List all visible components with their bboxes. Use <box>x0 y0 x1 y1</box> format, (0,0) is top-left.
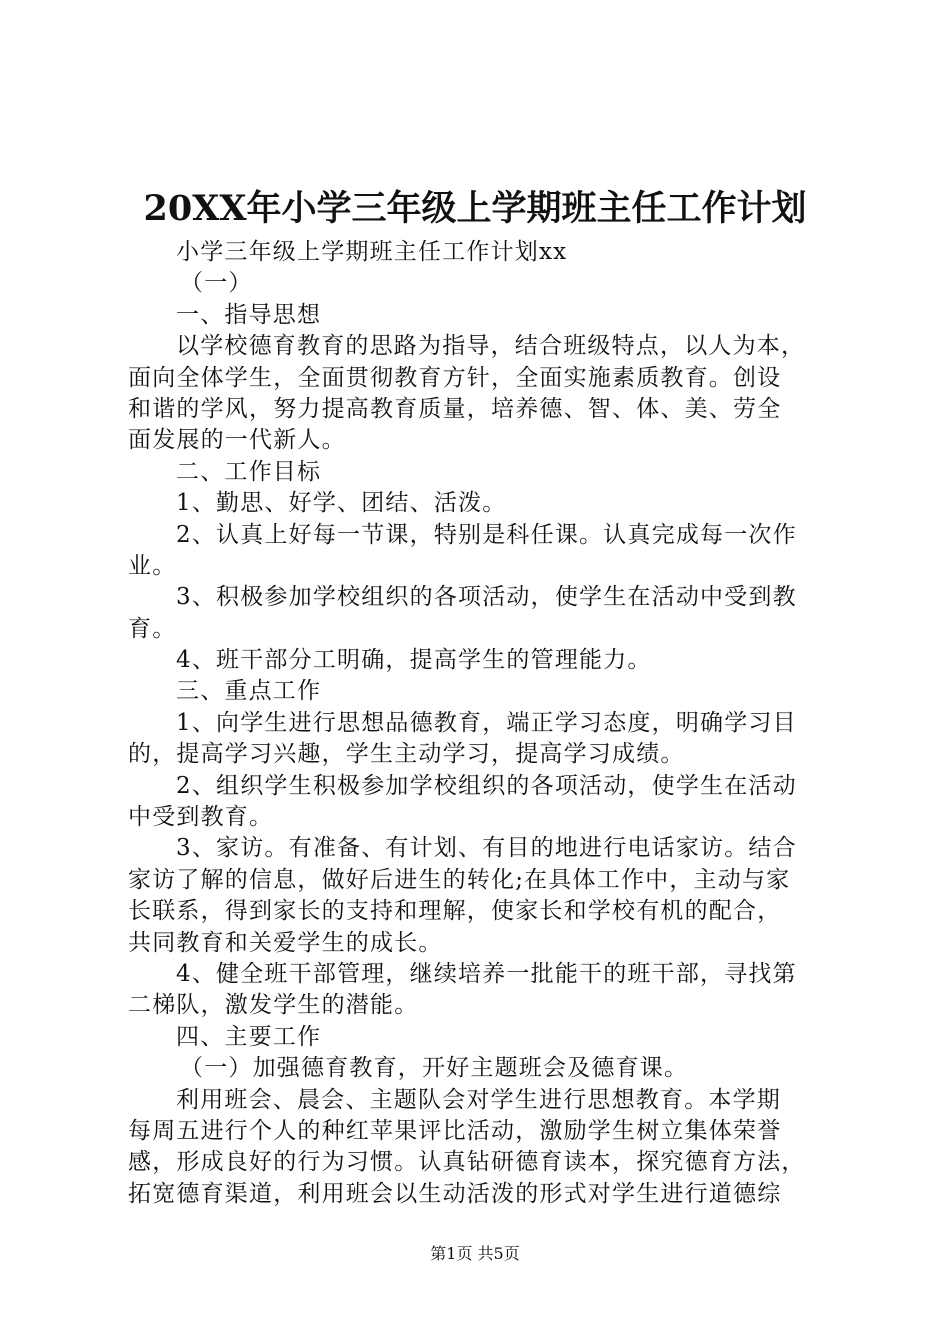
body-line: 面向全体学生，全面贯彻教育方针，全面实施素质教育。创设 <box>128 364 782 391</box>
body-line: 2、组织学生积极参加学校组织的各项活动，使学生在活动 <box>176 772 797 799</box>
body-line: 业。 <box>128 552 177 579</box>
body-line: （一） <box>180 270 253 297</box>
body-line: 感，形成良好的行为习惯。认真钻研德育读本，探究德育方法， <box>128 1149 806 1176</box>
body-line: 小学三年级上学期班主任工作计划xx <box>176 239 568 265</box>
body-line: 以学校德育教育的思路为指导，结合班级特点，以人为本， <box>176 333 806 360</box>
body-line: 四、主要工作 <box>176 1023 322 1050</box>
body-line: 共同教育和关爱学生的成长。 <box>128 929 443 956</box>
body-line: 1、向学生进行思想品德教育，端正学习态度，明确学习目 <box>176 709 797 736</box>
body-line: 家访了解的信息，做好后进生的转化;在具体工作中，主动与家 <box>128 866 791 893</box>
body-line: 每周五进行个人的种红苹果评比活动，激励学生树立集体荣誉 <box>128 1117 782 1144</box>
body-line: 的，提高学习兴趣，学生主动学习，提高学习成绩。 <box>128 741 685 768</box>
body-line: 二梯队，激发学生的潜能。 <box>128 992 419 1019</box>
body-line: 2、认真上好每一节课，特别是科任课。认真完成每一次作 <box>176 521 797 548</box>
document-body <box>128 237 844 1210</box>
body-line: 长联系，得到家长的支持和理解，使家长和学校有机的配合， <box>128 898 782 925</box>
body-line: 育。 <box>128 615 177 642</box>
body-line: 中受到教育。 <box>128 804 274 831</box>
body-line: 一、指导思想 <box>176 301 322 328</box>
body-line: （一）加强德育教育，开好主题班会及德育课。 <box>180 1055 689 1082</box>
body-line: 面发展的一代新人。 <box>128 427 346 454</box>
body-line: 和谐的学风，努力提高教育质量，培养德、智、体、美、劳全 <box>128 395 782 422</box>
body-line: 3、家访。有准备、有计划、有目的地进行电话家访。结合 <box>176 835 797 862</box>
body-line: 二、工作目标 <box>176 458 322 485</box>
body-line: 4、健全班干部管理，继续培养一批能干的班干部，寻找第 <box>176 960 797 987</box>
body-line: 拓宽德育渠道，利用班会以生动活泼的形式对学生进行道德综 <box>128 1180 782 1207</box>
body-line: 3、积极参加学校组织的各项活动，使学生在活动中受到教 <box>176 584 797 611</box>
body-line: 4、班干部分工明确，提高学生的管理能力。 <box>176 647 652 674</box>
document-title: 20XX年小学三年级上学期班主任工作计划 <box>143 188 807 229</box>
page-footer: 第1页 共5页 <box>430 1244 520 1263</box>
body-line: 三、重点工作 <box>176 678 322 705</box>
body-line: 利用班会、晨会、主题队会对学生进行思想教育。本学期 <box>176 1086 781 1113</box>
body-line: 1、勤思、好学、团结、活泼。 <box>176 490 507 517</box>
